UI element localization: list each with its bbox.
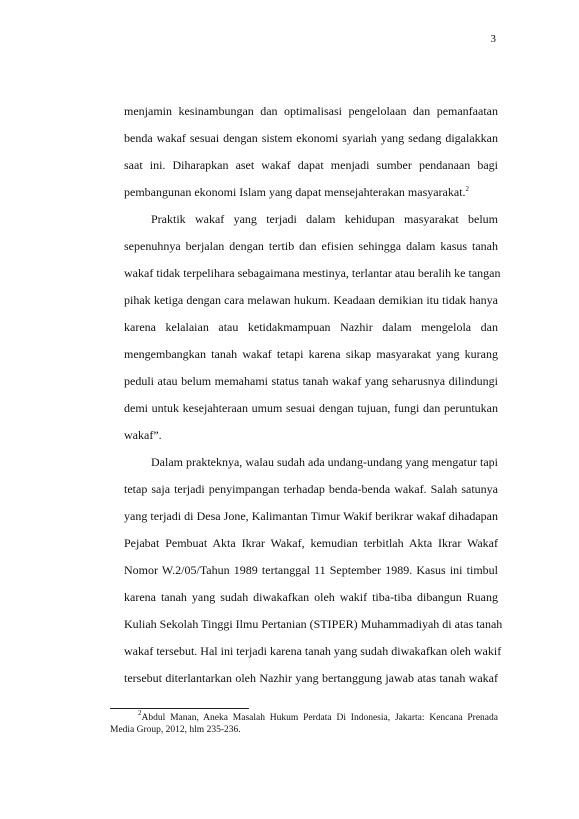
- footnote-number: 2: [138, 709, 142, 717]
- paragraph-2-line-6: mengembangkan tanah wakaf tetapi karena sikap masyarakat yang kurang: [124, 347, 498, 361]
- paragraph-2-line-5: karena kelalaian atau ketidakmampuan Nazhir dalam mengelola dan: [124, 320, 498, 334]
- paragraph-3-line-4: Pejabat Pembuat Akta Ikrar Wakaf, kemudian terbitlah Akta Ikrar Wakaf: [124, 536, 498, 550]
- paragraph-2-line-7: peduli atau belum memahami status tanah wakaf yang seharusnya dilindungi: [124, 374, 498, 388]
- paragraph-3-line-2: tetap saja terjadi penyimpangan terhadap benda-benda wakaf. Salah satunya: [124, 482, 498, 496]
- paragraph-1-line-1: menjamin kesinambungan dan optimalisasi pengelolaan dan pemanfaatan: [124, 104, 498, 118]
- paragraph-2-line-2: sepenuhnya berjalan dengan tertib dan efisien sehingga dalam kasus tanah: [124, 239, 498, 253]
- footnote-reference: 2: [465, 185, 470, 193]
- paragraph-2-line-3: wakaf tidak terpelihara sebagaimana mestinya, terlantar atau beralih ke tangan: [124, 266, 501, 280]
- paragraph-3-line-8: wakaf tersebut. Hal ini terjadi karena tanah yang sudah diwakafkan oleh wakif: [124, 644, 502, 658]
- paragraph-3-line-1: Dalam prakteknya, walau sudah ada undang-undang yang mengatur tapi: [151, 455, 498, 469]
- paragraph-2-line-4: pihak ketiga dengan cara melawan hukum. Keadaan demikian itu tidak hanya: [124, 293, 498, 307]
- footnote-line-2: Media Group, 2012, hlm 235-236.: [110, 725, 241, 735]
- paragraph-3-line-9: tersebut diterlantarkan oleh Nazhir yang bertanggung jawab atas tanah wakaf: [124, 671, 498, 685]
- paragraph-1-line-3: saat ini. Diharapkan aset wakaf dapat menjadi sumber pendanaan bagi: [124, 158, 498, 172]
- footnote-line-1-text: Abdul Manan, Aneka Masalah Hukum Perdata Di Indonesia, Jakarta: Kencana Prenada: [141, 713, 498, 723]
- paragraph-2-line-9: wakaf”.: [124, 428, 162, 442]
- paragraph-3-line-6: karena tanah yang sudah diwakafkan oleh wakif tiba-tiba dibangun Ruang: [124, 590, 498, 604]
- paragraph-3-line-7: Kuliah Sekolah Tinggi Ilmu Pertanian (STIPER) Muhammadiyah di atas tanah: [124, 617, 503, 631]
- paragraph-2-line-1: Praktik wakaf yang terjadi dalam kehidupan masyarakat belum: [151, 212, 498, 226]
- page-number: 3: [490, 33, 496, 45]
- paragraph-1-line-4: [124, 185, 498, 199]
- paragraph-3-line-3: yang terjadi di Desa Jone, Kalimantan Timur Wakif berikrar wakaf dihadapan: [124, 509, 498, 523]
- paragraph-2-line-8: demi untuk kesejahteraan umum sesuai dengan tujuan, fungi dan peruntukan: [124, 401, 498, 415]
- paragraph-3-line-5: Nomor W.2/05/Tahun 1989 tertanggal 11 September 1989. Kasus ini timbul: [124, 563, 498, 577]
- paragraph-1-line-2: benda wakaf sesuai dengan sistem ekonomi syariah yang sedang digalakkan: [124, 131, 498, 145]
- paragraph-1-line-4-text: pembangunan ekonomi Islam yang dapat mensejahterakan masyarakat.: [124, 185, 466, 199]
- footnote-line-1: [138, 709, 498, 724]
- footnote-separator: [110, 708, 249, 709]
